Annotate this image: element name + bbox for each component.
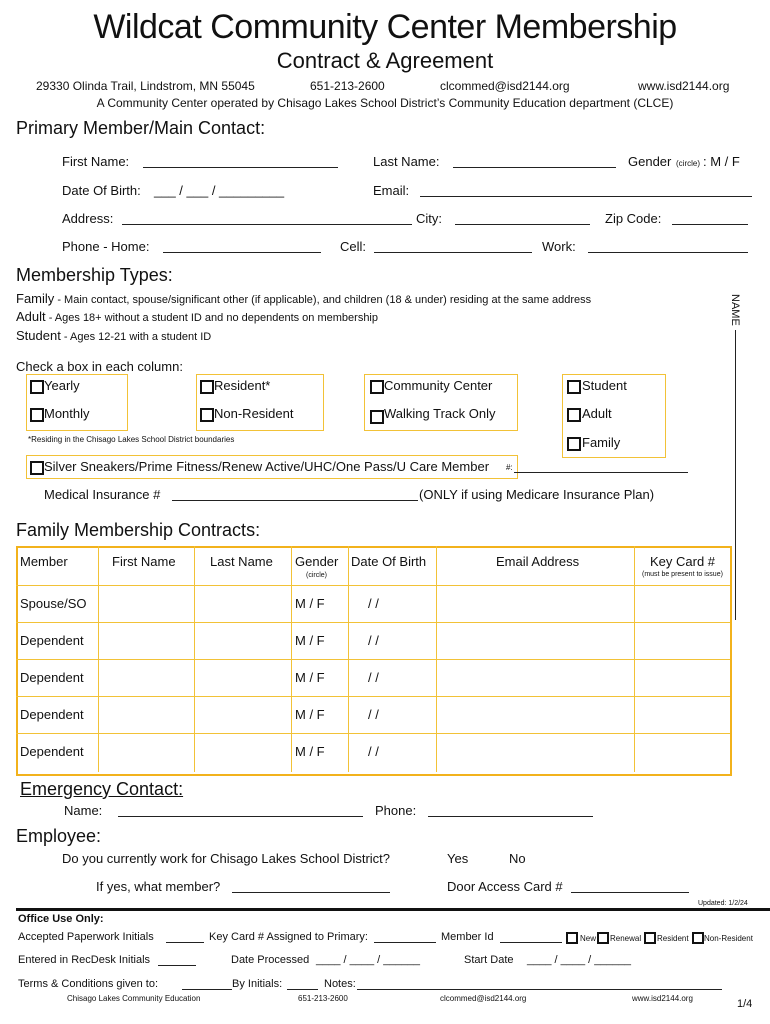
city-field[interactable] xyxy=(455,224,590,225)
cell-field[interactable] xyxy=(374,252,532,253)
cell-label: Cell: xyxy=(340,239,367,254)
student-label: Student xyxy=(582,378,627,393)
family-checkbox[interactable] xyxy=(567,437,581,451)
silver-sneakers-checkbox[interactable] xyxy=(30,461,44,475)
email-field[interactable] xyxy=(420,196,752,197)
footer-phone: 651-213-2600 xyxy=(298,994,348,1003)
medical-field[interactable] xyxy=(172,500,418,501)
table-divider xyxy=(16,696,730,697)
yearly-label: Yearly xyxy=(44,378,80,393)
table-row-member: Dependent xyxy=(20,633,84,648)
terms-label: Terms & Conditions given to: xyxy=(18,978,159,990)
col-header-email: Email Address xyxy=(496,554,580,569)
zip-field[interactable] xyxy=(672,224,748,225)
recdesk-field[interactable] xyxy=(158,965,196,966)
gender-options[interactable]: : M / F xyxy=(703,154,740,169)
gender-circle-note: (circle) xyxy=(306,572,327,579)
member-number-field[interactable] xyxy=(514,472,688,473)
col-header-last-name: Last Name xyxy=(210,554,273,569)
silver-sneakers-label: Silver Sneakers/Prime Fitness/Renew Active/UHC/One Pass/U Care Member xyxy=(44,459,490,474)
office-heading: Office Use Only: xyxy=(18,913,104,925)
table-row-gender[interactable]: M / F xyxy=(295,670,325,685)
medical-label: Medical Insurance # xyxy=(44,487,161,502)
date-processed-label: Date Processed xyxy=(231,954,310,966)
col-header-keycard: Key Card # xyxy=(650,554,716,569)
address-text: 29330 Olinda Trail, Lindstrom, MN 55045 xyxy=(36,79,255,93)
page-subtitle: Contract & Agreement xyxy=(276,48,494,73)
monthly-label: Monthly xyxy=(44,406,90,421)
family-heading: Family Membership Contracts: xyxy=(16,520,261,540)
work-label: Work: xyxy=(542,239,576,254)
renewal-checkbox[interactable] xyxy=(597,932,609,944)
emergency-name-field[interactable] xyxy=(118,816,363,817)
start-date-field[interactable]: ____ / ____ / ______ xyxy=(527,954,631,966)
new-checkbox[interactable] xyxy=(566,932,578,944)
non-resident-office-checkbox[interactable] xyxy=(692,932,704,944)
community-center-label: Community Center xyxy=(384,378,493,393)
phone-text: 651-213-2600 xyxy=(310,79,385,93)
key-card-field[interactable] xyxy=(374,942,436,943)
student-type-desc: - Ages 12-21 with a student ID xyxy=(60,331,212,343)
dob-field[interactable]: ___ / ___ / _________ xyxy=(154,183,285,198)
door-card-field[interactable] xyxy=(571,892,689,893)
keycard-note: (must be present to issue) xyxy=(642,571,723,578)
adult-label: Adult xyxy=(582,406,612,421)
table-divider xyxy=(16,585,730,586)
first-name-field[interactable] xyxy=(143,167,338,168)
member-id-label: Member Id xyxy=(441,931,494,943)
if-yes-label: If yes, what member? xyxy=(96,879,221,894)
employee-yes[interactable]: Yes xyxy=(447,851,469,866)
zip-label: Zip Code: xyxy=(605,211,662,226)
resident-office-label: Resident xyxy=(657,934,689,943)
table-divider xyxy=(16,733,730,734)
gender-circle-note: (circle) xyxy=(676,159,700,168)
key-card-label: Key Card # Assigned to Primary: xyxy=(209,931,368,943)
phone-home-label: Phone - Home: xyxy=(62,239,150,254)
table-row-dob[interactable]: / / xyxy=(368,633,379,648)
footer-website: www.isd2144.org xyxy=(632,994,693,1003)
new-label: New xyxy=(580,934,597,943)
phone-home-field[interactable] xyxy=(163,252,321,253)
student-type-label: Student xyxy=(16,328,61,343)
table-row-dob[interactable]: / / xyxy=(368,707,379,722)
yearly-checkbox[interactable] xyxy=(30,380,44,394)
member-id-field[interactable] xyxy=(500,942,562,943)
tagline: A Community Center operated by Chisago Lakes School District’s Community Education department (CLCE) xyxy=(96,96,674,110)
table-row-gender[interactable]: M / F xyxy=(295,596,325,611)
employee-no[interactable]: No xyxy=(509,851,526,866)
email-text: clcommed@isd2144.org xyxy=(440,79,570,93)
resident-label: Resident* xyxy=(214,378,271,393)
col-header-member: Member xyxy=(20,554,68,569)
last-name-label: Last Name: xyxy=(373,154,440,169)
emergency-phone-label: Phone: xyxy=(375,803,417,818)
table-row-member: Dependent xyxy=(20,707,84,722)
non-resident-office-label: Non-Resident xyxy=(704,934,753,943)
monthly-checkbox[interactable] xyxy=(30,408,44,422)
website-text: www.isd2144.org xyxy=(638,79,730,93)
student-checkbox[interactable] xyxy=(567,380,581,394)
adult-type-label: Adult xyxy=(16,309,46,324)
walking-track-checkbox[interactable] xyxy=(370,410,384,424)
check-heading: Check a box in each column: xyxy=(16,359,183,374)
table-row-gender[interactable]: M / F xyxy=(295,707,325,722)
member-number-label: #: xyxy=(506,463,513,472)
table-row-member: Dependent xyxy=(20,670,84,685)
address-label: Address: xyxy=(62,211,114,226)
first-name-label: First Name: xyxy=(62,154,130,169)
table-row-dob[interactable]: / / xyxy=(368,744,379,759)
col-header-gender: Gender xyxy=(295,554,339,569)
table-row-dob[interactable]: / / xyxy=(368,670,379,685)
resident-note: *Residing in the Chisago Lakes School District boundaries xyxy=(28,435,235,444)
date-processed-field[interactable]: ____ / ____ / ______ xyxy=(316,954,420,966)
primary-heading: Primary Member/Main Contact: xyxy=(16,118,266,138)
table-divider xyxy=(16,622,730,623)
work-field[interactable] xyxy=(588,252,748,253)
notes-field[interactable] xyxy=(357,989,722,990)
non-resident-label: Non-Resident xyxy=(214,406,294,421)
non-resident-checkbox[interactable] xyxy=(200,408,214,422)
updated-date: Updated: 1/2/24 xyxy=(698,900,748,907)
office-divider xyxy=(16,908,770,911)
walking-track-label: Walking Track Only xyxy=(384,406,496,421)
page-title: Wildcat Community Center Membership xyxy=(93,8,677,46)
page-number: 1/4 xyxy=(737,998,753,1010)
recdesk-label: Entered in RecDesk Initials xyxy=(18,954,151,966)
family-type-desc: - Main contact, spouse/significant other (if applicable), and children (18 & under) residing at the same address xyxy=(54,294,592,306)
side-name-field[interactable] xyxy=(735,330,736,620)
table-row-member: Dependent xyxy=(20,744,84,759)
table-divider xyxy=(16,659,730,660)
emergency-heading: Emergency Contact: xyxy=(20,779,184,799)
col-header-dob: Date Of Birth xyxy=(351,554,427,569)
emergency-name-label: Name: xyxy=(64,803,103,818)
family-table xyxy=(16,546,732,776)
email-label: Email: xyxy=(373,183,410,198)
adult-type xyxy=(16,309,378,324)
community-center-checkbox[interactable] xyxy=(370,380,384,394)
by-initials-label: By Initials: xyxy=(232,978,283,990)
family-label: Family xyxy=(582,435,621,450)
table-row-gender[interactable]: M / F xyxy=(295,744,325,759)
family-type-label: Family xyxy=(16,291,55,306)
terms-field[interactable] xyxy=(182,989,232,990)
emergency-phone-field[interactable] xyxy=(428,816,593,817)
student-type xyxy=(16,328,211,343)
table-row-member: Spouse/SO xyxy=(20,596,87,611)
resident-checkbox[interactable] xyxy=(200,380,214,394)
notes-label: Notes: xyxy=(324,978,356,990)
col-header-first-name: First Name xyxy=(112,554,176,569)
renewal-label: Renewal xyxy=(610,934,642,943)
employee-question: Do you currently work for Chisago Lakes School District? xyxy=(62,851,391,866)
resident-office-checkbox[interactable] xyxy=(644,932,656,944)
start-date-label: Start Date xyxy=(464,954,514,966)
by-initials-field[interactable] xyxy=(287,989,318,990)
door-card-label: Door Access Card # xyxy=(447,879,563,894)
address-field[interactable] xyxy=(122,224,412,225)
adult-checkbox[interactable] xyxy=(567,408,581,422)
paperwork-label: Accepted Paperwork Initials xyxy=(18,931,154,943)
gender-label: Gender xyxy=(628,154,672,169)
family-type xyxy=(16,291,591,306)
medical-note: (ONLY if using Medicare Insurance Plan) xyxy=(419,487,655,502)
adult-type-desc: - Ages 18+ without a student ID and no dependents on membership xyxy=(45,312,378,324)
if-yes-field[interactable] xyxy=(232,892,390,893)
city-label: City: xyxy=(416,211,442,226)
table-row-dob[interactable]: / / xyxy=(368,596,379,611)
employee-heading: Employee: xyxy=(16,826,102,846)
footer-email: clcommed@isd2144.org xyxy=(440,994,527,1003)
footer-org: Chisago Lakes Community Education xyxy=(67,994,201,1003)
membership-heading: Membership Types: xyxy=(16,265,173,285)
dob-label: Date Of Birth: xyxy=(62,183,141,198)
paperwork-field[interactable] xyxy=(166,942,204,943)
table-row-gender[interactable]: M / F xyxy=(295,633,325,648)
last-name-field[interactable] xyxy=(453,167,616,168)
side-name-label: NAME xyxy=(729,294,741,326)
